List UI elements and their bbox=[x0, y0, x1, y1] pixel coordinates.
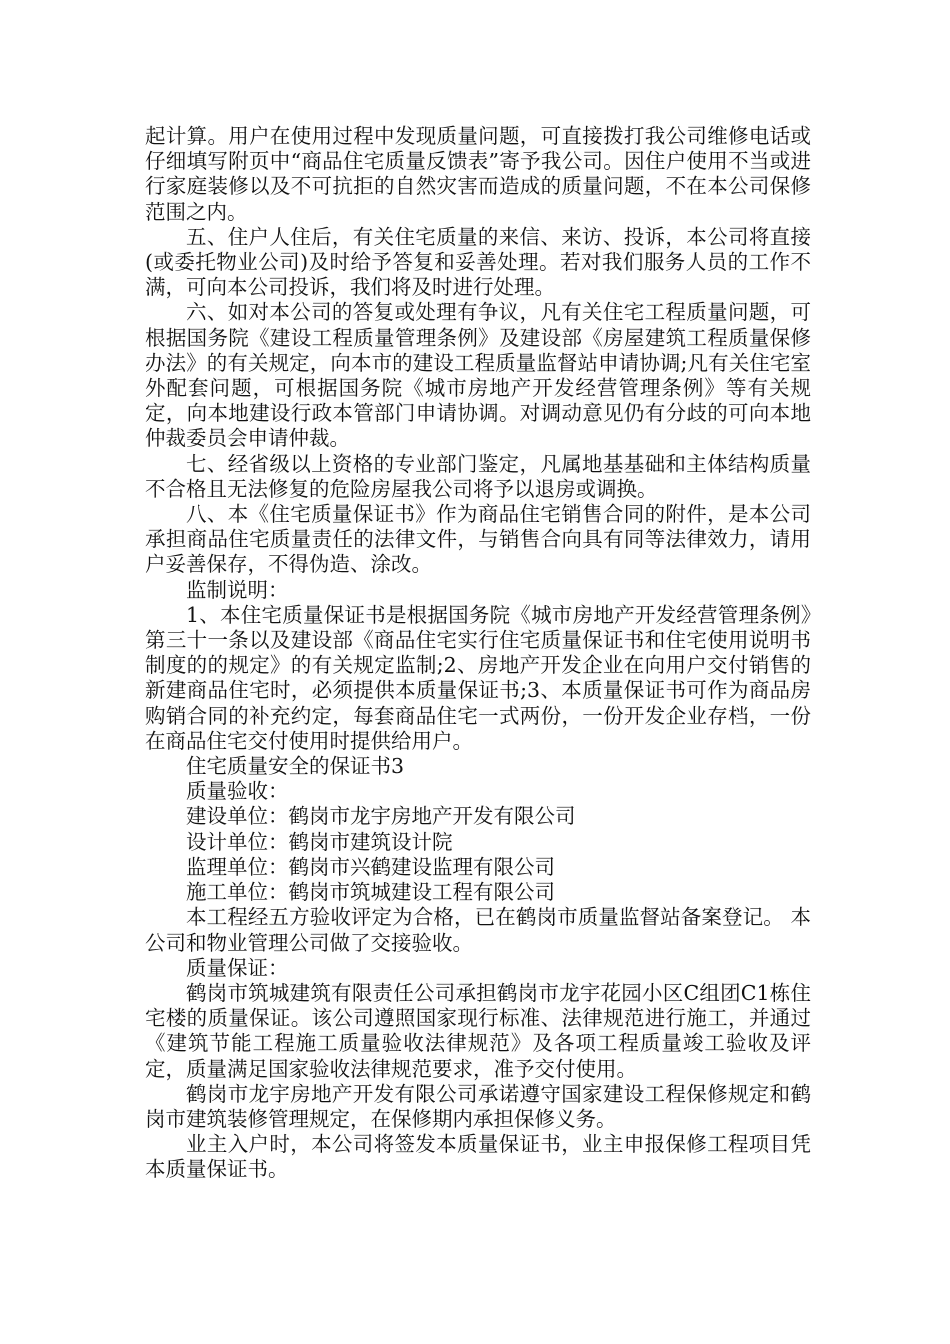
guarantee-paragraph-2: 鹤岗市龙宇房地产开发有限公司承诺遵守国家建设工程保修规定和鹤岗市建筑装修管理规定，在保修期内承担保修义务。 bbox=[145, 1081, 811, 1131]
paragraph-item-7: 七、经省级以上资格的专业部门鉴定，凡属地基基础和主体结构质量不合格且无法修复的危险房屋我公司将予以退房或调换。 bbox=[145, 451, 811, 501]
construction-unit: 建设单位：鹤岗市龙宇房地产开发有限公司 bbox=[186, 804, 576, 829]
document-body bbox=[145, 124, 811, 1183]
paragraph-item-5: 五、住户人住后，有关住宅质量的来信、来访、投诉，本公司将直接(或委托物业公司)及时给予答复和妥善处理。若对我们服务人员的工作不满，可向本公司投诉，我们将及时进行处理。 bbox=[145, 224, 811, 300]
paragraph-item-6: 六、如对本公司的答复或处理有争议，凡有关住宅工程质量问题，可根据国务院《建设工程质量管理条例》及建设部《房屋建筑工程质量保修办法》的有关规定，向本市的建设工程质量监督站申请协调;凡有关住宅室外配套问题，可根据国务院《城市房地产开发经营管理条例》等有关规定，向本地建设行政本管部门申请协调。对调动意见仍有分歧的可向本地仲裁委员会申请仲裁。 bbox=[145, 300, 811, 451]
paragraph-continuation: 起计算。用户在使用过程中发现质量问题，可直接拨打我公司维修电话或仔细填写附页中“商品住宅质量反馈表”寄予我公司。因住户使用不当或进行家庭装修以及不可抗拒的自然灾害而造成的质量问题，不在本公司保修范围之内。 bbox=[145, 124, 811, 224]
guarantee-paragraph-1: 鹤岗市筑城建筑有限责任公司承担鹤岗市龙宇花园小区C组团C1栋住宅楼的质量保证。该公司遵照国家现行标准、法律规范进行施工，并通过《建筑节能工程施工质量验收法律规范》及各项工程质量竣工验收及评定，质量满足国家验收法律规范要求，准予交付使用。 bbox=[145, 980, 811, 1081]
acceptance-statement: 本工程经五方验收评定为合格，已在鹤岗市质量监督站备案登记。 本公司和物业管理公司做了交接验收。 bbox=[145, 905, 811, 955]
supervision-unit: 监理单位：鹤岗市兴鹤建设监理有限公司 bbox=[186, 854, 555, 879]
supervision-notes: 1、本住宅质量保证书是根据国务院《城市房地产开发经营管理条例》第三十一条以及建设部《商品住宅实行住宅质量保证书和住宅使用说明书制度的的规定》的有关规定监制;2、房地产开发企业在向用户交付销售的新建商品住宅时，必须提供本质量保证书;3、本质量保证书可作为商品房购销合同的补充约定，每套商品住宅一式两份，一份开发企业存档，一份在商品住宅交付使用时提供给用户。 bbox=[145, 602, 811, 753]
builder-unit: 施工单位：鹤岗市筑城建设工程有限公司 bbox=[186, 880, 555, 905]
acceptance-heading: 质量验收： bbox=[186, 779, 289, 804]
supervision-heading: 监制说明： bbox=[186, 577, 289, 602]
guarantee-heading: 质量保证： bbox=[186, 955, 289, 980]
paragraph-item-8: 八、本《住宅质量保证书》作为商品住宅销售合同的附件，是本公司承担商品住宅质量责任的法律文件，与销售合向具有同等法律效力，请用户妥善保存，不得伪造、涂改。 bbox=[145, 502, 811, 577]
design-unit: 设计单位：鹤岗市建筑设计院 bbox=[186, 829, 453, 854]
section-title: 住宅质量安全的保证书3 bbox=[186, 754, 405, 779]
guarantee-paragraph-3: 业主入户时，本公司将签发本质量保证书，业主申报保修工程项目凭本质量保证书。 bbox=[145, 1132, 811, 1182]
